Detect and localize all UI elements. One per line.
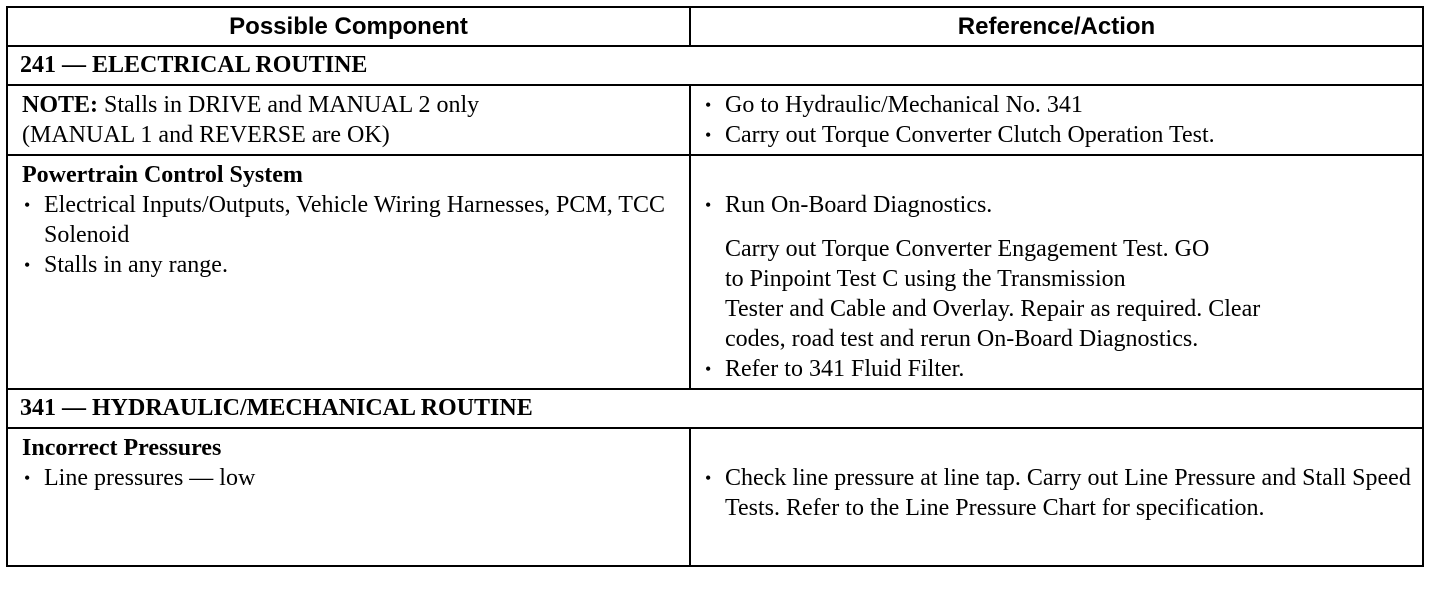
component-cell [7, 85, 690, 155]
component-cell [7, 428, 690, 566]
list-item: • Check line pressure at line tap. Carry out Line Pressure and Stall Speed Tests. Refer to the Line Pressure Chart for specification. [703, 463, 1412, 523]
note-label: NOTE: [22, 92, 99, 118]
note-line [22, 90, 679, 120]
action-list [703, 190, 1412, 220]
section-row-electrical [7, 46, 1423, 85]
table-row [7, 428, 1423, 566]
component-heading: Incorrect Pressures [22, 435, 222, 461]
component-heading: Powertrain Control System [22, 162, 303, 188]
note-text: Stalls in DRIVE and MANUAL 2 only [98, 92, 480, 118]
component-list [22, 463, 679, 493]
action-cell [690, 428, 1423, 566]
section-title: 341 — HYDRAULIC/MECHANICAL ROUTINE [7, 389, 1423, 428]
paragraph-line: codes, road test and rerun On-Board Diagnostics. [725, 326, 1199, 352]
troubleshooting-table-sheet [6, 6, 1422, 567]
action-list [703, 354, 1412, 384]
note-text-continued: (MANUAL 1 and REVERSE are OK) [22, 122, 390, 148]
action-cell [690, 155, 1423, 389]
list-item: • Electrical Inputs/Outputs, Vehicle Wiring Harnesses, PCM, TCC Solenoid [22, 190, 679, 250]
table-row [7, 155, 1423, 389]
action-list [703, 90, 1412, 150]
spacer [703, 433, 1412, 463]
column-header-component: Possible Component [7, 7, 690, 46]
column-header-action: Reference/Action [690, 7, 1423, 46]
action-paragraph [703, 234, 1412, 354]
list-item: • Run On-Board Diagnostics. [703, 190, 1412, 220]
spacer [703, 160, 1412, 190]
paragraph-line: Tester and Cable and Overlay. Repair as required. Clear [725, 296, 1261, 322]
action-cell [690, 85, 1423, 155]
list-item: • Refer to 341 Fluid Filter. [703, 354, 1412, 384]
table-row [7, 85, 1423, 155]
troubleshooting-table [6, 6, 1424, 567]
section-row-hydraulic [7, 389, 1423, 428]
list-item: • Go to Hydraulic/Mechanical No. 341 [703, 90, 1412, 120]
component-list [22, 190, 679, 280]
section-title: 241 — ELECTRICAL ROUTINE [7, 46, 1423, 85]
paragraph-line: Carry out Torque Converter Engagement Test. GO [725, 236, 1210, 262]
header-row [7, 7, 1423, 46]
component-cell [7, 155, 690, 389]
list-item: • Line pressures — low [22, 463, 679, 493]
paragraph-line: to Pinpoint Test C using the Transmission [725, 266, 1126, 292]
list-item: • Carry out Torque Converter Clutch Operation Test. [703, 120, 1412, 150]
action-list [703, 463, 1412, 523]
list-item: • Stalls in any range. [22, 250, 679, 280]
